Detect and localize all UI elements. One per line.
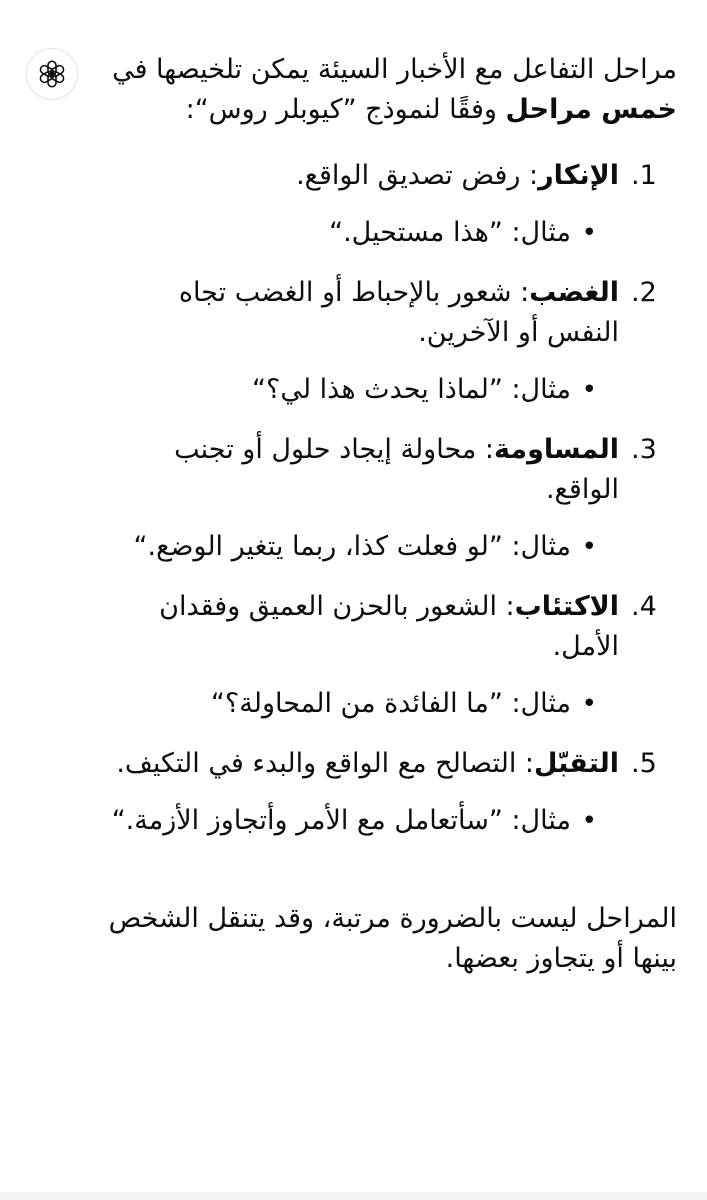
openai-logo-icon bbox=[37, 59, 67, 89]
stage-title: التقبّل bbox=[534, 748, 619, 779]
stage-item-1 bbox=[100, 156, 677, 253]
stage-example-text: مثال: ”سأتعامل مع الأمر وأتجاوز الأزمة.“ bbox=[111, 805, 571, 836]
bullet-icon: • bbox=[581, 375, 597, 405]
bullet-icon: • bbox=[581, 218, 597, 248]
stage-number: 5. bbox=[631, 748, 657, 779]
stage-number: 3. bbox=[631, 434, 657, 465]
stage-title: الاكتئاب bbox=[514, 591, 619, 622]
stage-description: : الشعور بالحزن العميق وفقدان الأمل. bbox=[159, 591, 619, 662]
stage-title: الإنكار bbox=[538, 160, 619, 191]
intro-suffix: وفقًا لنموذج ”كيوبلر روس“: bbox=[185, 94, 506, 125]
stage-example bbox=[100, 527, 677, 567]
stage-example bbox=[100, 370, 677, 410]
stage-item-2 bbox=[100, 273, 677, 410]
bullet-icon: • bbox=[581, 806, 597, 836]
stage-description: : شعور بالإحباط أو الغضب تجاه النفس أو الآخرين. bbox=[178, 277, 619, 348]
intro-prefix: مراحل التفاعل مع الأخبار السيئة يمكن تلخيصها في bbox=[112, 54, 677, 85]
stage-number: 4. bbox=[631, 591, 657, 622]
stage-example-text: مثال: ”لو فعلت كذا، ربما يتغير الوضع.“ bbox=[133, 531, 571, 562]
stage-example bbox=[100, 213, 677, 253]
intro-bold: خمس مراحل bbox=[505, 94, 677, 125]
stage-item-3 bbox=[100, 430, 677, 567]
bullet-icon: • bbox=[581, 689, 597, 719]
bottom-edge bbox=[0, 1192, 707, 1200]
intro-paragraph bbox=[100, 50, 677, 130]
stage-number: 2. bbox=[631, 277, 657, 308]
stage-example bbox=[100, 684, 677, 724]
stage-example bbox=[100, 801, 677, 841]
stage-example-text: مثال: ”لماذا يحدث هذا لي؟“ bbox=[252, 374, 571, 405]
stage-number: 1. bbox=[631, 160, 657, 191]
stage-title: الغضب bbox=[529, 277, 619, 308]
stage-description: : التصالح مع الواقع والبدء في التكيف. bbox=[116, 748, 535, 779]
stage-item-4 bbox=[100, 587, 677, 724]
stages-list bbox=[100, 156, 677, 841]
bullet-icon: • bbox=[581, 532, 597, 562]
stage-item-5 bbox=[100, 744, 677, 841]
assistant-avatar bbox=[26, 48, 78, 100]
assistant-message bbox=[100, 50, 677, 979]
stage-example-text: مثال: ”ما الفائدة من المحاولة؟“ bbox=[210, 688, 571, 719]
stage-description: : رفض تصديق الواقع. bbox=[296, 160, 539, 191]
stage-title: المساومة bbox=[494, 434, 619, 465]
outro-paragraph: المراحل ليست بالضرورة مرتبة، وقد يتنقل الشخص بينها أو يتجاوز بعضها. bbox=[108, 903, 677, 974]
stage-example-text: مثال: ”هذا مستحيل.“ bbox=[329, 217, 571, 248]
stage-description: : محاولة إيجاد حلول أو تجنب الواقع. bbox=[174, 434, 619, 505]
